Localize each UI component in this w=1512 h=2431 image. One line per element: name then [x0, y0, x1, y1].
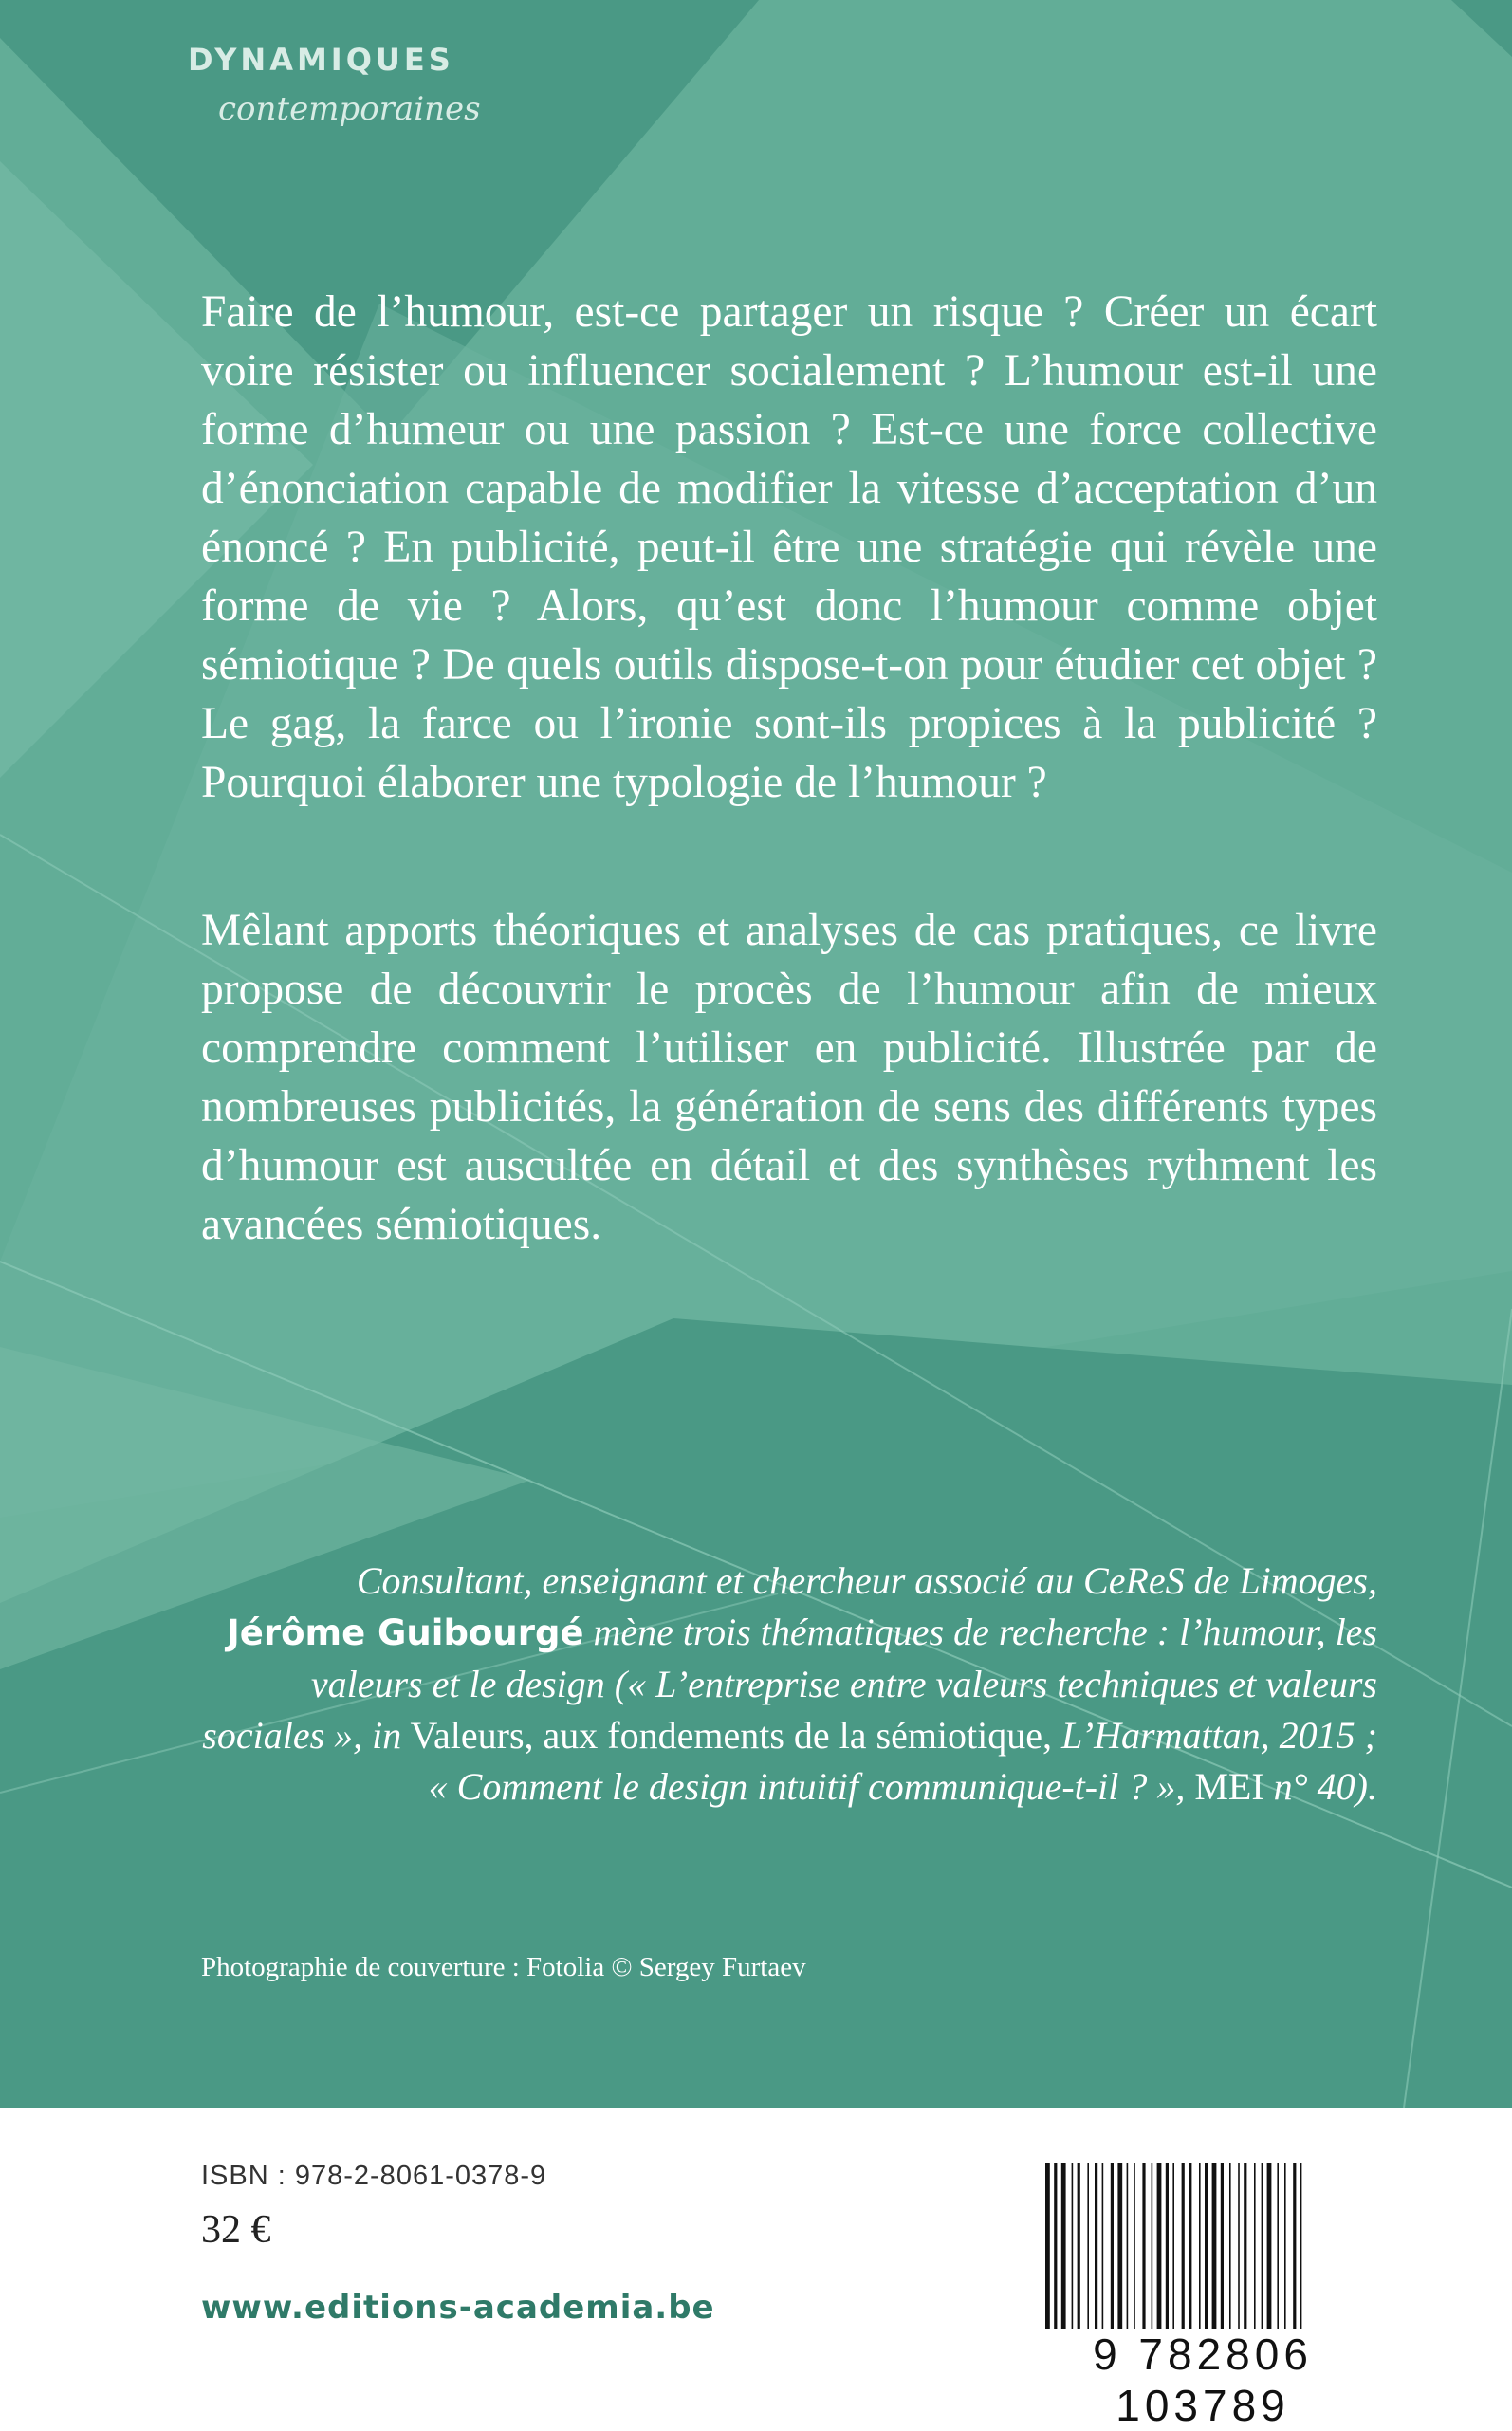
barcode-bar — [1054, 2163, 1057, 2329]
barcode-bar — [1229, 2163, 1231, 2329]
barcode-bars — [1042, 2163, 1364, 2329]
barcode-bar — [1078, 2163, 1080, 2329]
barcode-digits: 9 782806 103789 — [1093, 2330, 1313, 2430]
barcode-bar — [1205, 2163, 1208, 2329]
barcode-bar — [1166, 2163, 1169, 2329]
barcode-bar — [1172, 2163, 1174, 2329]
series-subtitle: contemporaines — [218, 90, 481, 128]
author-bio-book-title: Valeurs, aux fondements de la sémiotique, — [401, 1714, 1062, 1757]
barcode-bar — [1111, 2163, 1114, 2329]
photo-credit: Photographie de couverture : Fotolia © Sergey Furtaev — [201, 1952, 806, 1982]
barcode-bar — [1127, 2163, 1129, 2329]
author-bio-mei: MEI — [1194, 1765, 1264, 1808]
blurb-paragraph-1: Faire de l’humour, est-ce partager un risque ? Créer un écart voire résister ou influencer socialement ? L’humour est-il une forme d’humeur ou une passion ? Est-ce une force collective d’énonciation capable de modifier la vitesse d’acceptation d’un énoncé ? En publicité, peut-il être une stratégie qui révèle une forme de vie ? Alors, qu’est donc l’humour comme objet sémiotique ? De quels outils dispose-t-on pour étudier cet objet ? Le gag, la farce ou l’ironie sont-ils propices à la publicité ? Pourquoi élaborer une typologie de l’humour ? — [201, 287, 1377, 807]
barcode-bar — [1117, 2163, 1122, 2329]
website: www.editions-academia.be — [201, 2289, 715, 2327]
barcode-bar — [1244, 2163, 1246, 2329]
barcode-bar — [1142, 2163, 1145, 2329]
barcode-bar — [1045, 2163, 1050, 2329]
barcode-bar — [1157, 2163, 1162, 2329]
barcode — [1032, 2155, 1374, 2430]
price: 32 € — [201, 2208, 271, 2252]
barcode-bar — [1189, 2163, 1191, 2329]
barcode-bar — [1238, 2163, 1240, 2329]
author-bio-text-2: L’Harmattan, 2015 ; « Comment le design intuitif communique-t-il ? », — [428, 1714, 1377, 1808]
barcode-bar — [1293, 2163, 1296, 2329]
author-bio-text-1: mène trois thématiques de recherche : l’humour, les valeurs et le design (« L’entreprise entre valeurs techniques et valeurs sociales », — [202, 1611, 1377, 1757]
barcode-bar — [1102, 2163, 1104, 2329]
author-bio-in: in — [372, 1714, 402, 1757]
series-name: DYNAMIQUES — [188, 42, 454, 78]
barcode-bar — [1061, 2163, 1066, 2329]
author-bio — [199, 1556, 1377, 1813]
barcode-bar — [1277, 2163, 1279, 2329]
barcode-bar — [1284, 2163, 1286, 2329]
barcode-bar — [1072, 2163, 1074, 2329]
barcode-bar — [1221, 2163, 1224, 2329]
barcode-bar — [1095, 2163, 1097, 2329]
barcode-bar — [1134, 2163, 1135, 2329]
dark-shape-top-right — [1451, 0, 1512, 57]
blurb-paragraph-2: Mêlant apports théoriques et analyses de cas pratiques, ce livre propose de découvrir le procès de l’humour afin de mieux comprendre comment l’utiliser en publicité. Illustrée par de nombreuses publicités, la génération de sens des différents types d’humour est auscultée en détail et des synthèses rythment les avancées sémiotiques. — [201, 906, 1377, 1249]
barcode-bar — [1087, 2163, 1089, 2329]
isbn: ISBN : 978-2-8061-0378-9 — [201, 2161, 547, 2191]
barcode-bar — [1254, 2163, 1256, 2329]
barcode-bar — [1182, 2163, 1185, 2329]
barcode-bar — [1152, 2163, 1153, 2329]
barcode-bar — [1262, 2163, 1263, 2329]
barcode-bar — [1212, 2163, 1217, 2329]
barcode-bar — [1267, 2163, 1272, 2329]
author-bio-text-3: n° 40). — [1263, 1765, 1377, 1808]
barcode-bar — [1199, 2163, 1201, 2329]
author-bio-intro: Consultant, enseignant et chercheur associé au CeReS de Limoges, — [356, 1559, 1377, 1602]
barcode-bar — [1300, 2163, 1302, 2329]
author-name: Jérôme Guibourgé — [227, 1612, 584, 1653]
